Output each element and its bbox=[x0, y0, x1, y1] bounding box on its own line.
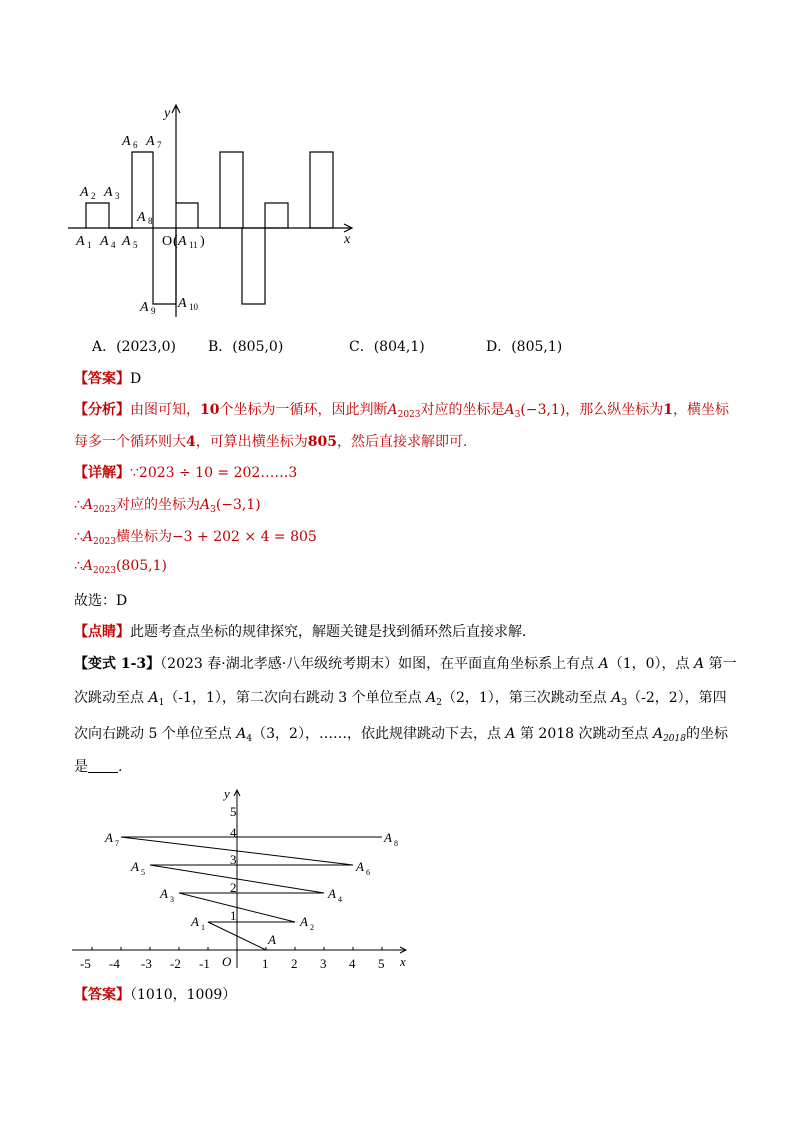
variant-tag: 【变式 1-3】 bbox=[74, 656, 161, 672]
label-a4-sub: 4 bbox=[338, 895, 342, 904]
analysis-var-2-sub: 3 bbox=[514, 410, 521, 420]
variant-text-11: 的坐标 bbox=[685, 726, 728, 742]
variant-var-a-2: A bbox=[694, 656, 705, 672]
variant-var-a1-sub: 1 bbox=[158, 698, 165, 708]
label-a9: A bbox=[140, 300, 149, 315]
label-a7: A bbox=[105, 830, 113, 845]
analysis-text-1: 由图可知， bbox=[130, 402, 200, 418]
variant-var-a2: A bbox=[426, 690, 437, 706]
answer-value: D bbox=[130, 371, 142, 387]
variant-var-a1: A bbox=[148, 690, 159, 706]
variant-line-4 bbox=[74, 756, 122, 776]
label-a5: A bbox=[131, 859, 139, 874]
xtick-neg3: -3 bbox=[141, 956, 152, 971]
detail-tag: 【详解】 bbox=[74, 465, 130, 481]
analysis-text-5: ，横坐标 bbox=[673, 402, 730, 418]
label-a8: A bbox=[137, 210, 146, 225]
detail-var-1: A bbox=[82, 497, 94, 513]
comment-tag: 【点睛】 bbox=[74, 624, 130, 640]
detail-line-4 bbox=[74, 558, 167, 576]
label-a6-sub: 6 bbox=[133, 140, 138, 150]
variant-var-a4: A bbox=[236, 726, 247, 742]
label-a: A bbox=[268, 932, 276, 947]
label-a10: A bbox=[178, 296, 187, 311]
variant-text-6: （2，1），第三次跳动至点 bbox=[441, 690, 612, 706]
xtick-neg5: -5 bbox=[80, 956, 91, 971]
analysis-num-4: 4 bbox=[186, 434, 196, 450]
label-a5-sub: 5 bbox=[133, 240, 138, 250]
x-axis-label: x bbox=[400, 954, 406, 969]
label-a2-sub: 2 bbox=[91, 191, 96, 201]
detail-var-2: A bbox=[199, 497, 211, 513]
xtick-4: 4 bbox=[349, 956, 356, 971]
xtick-5: 5 bbox=[378, 956, 385, 971]
analysis-line-2 bbox=[74, 431, 477, 451]
xtick-3: 3 bbox=[320, 956, 327, 971]
variant-text-12: 是 bbox=[74, 759, 88, 775]
variant-text-4: 次跳动至点 bbox=[74, 690, 149, 706]
analysis-var-1: A bbox=[387, 402, 398, 418]
analysis-text-2: 个坐标为一循环，因此判断 bbox=[219, 402, 388, 418]
variant-line-1 bbox=[74, 653, 737, 673]
label-a1: A bbox=[76, 234, 85, 249]
choice-d: D．(805,1) bbox=[486, 339, 563, 355]
detail-therefore-3: ∴ bbox=[74, 558, 83, 574]
choice-a: A．(2023,0) bbox=[92, 339, 177, 355]
xtick-neg2: -2 bbox=[170, 956, 181, 971]
detail-text-2: 横坐标为 bbox=[115, 529, 172, 545]
label-a8: A bbox=[384, 830, 392, 845]
detail-var-2-sub: 3 bbox=[210, 505, 216, 515]
label-a11-open: ( bbox=[173, 234, 178, 249]
ytick-2: 2 bbox=[230, 880, 237, 895]
label-a1: A bbox=[191, 914, 199, 929]
variant-text-1: （2023 春·湖北孝感·八年级统考期末）如图，在平面直角坐标系上有点 bbox=[160, 656, 599, 672]
label-a4: A bbox=[100, 234, 109, 249]
label-a9-sub: 9 bbox=[151, 306, 156, 316]
label-a3: A bbox=[104, 185, 113, 200]
analysis-tag: 【分析】 bbox=[74, 402, 130, 418]
variant-line-3 bbox=[74, 723, 728, 744]
label-a11-sub: 11 bbox=[189, 240, 198, 250]
variant-var-a2018-sub: 2018 bbox=[663, 734, 686, 744]
ytick-3: 3 bbox=[230, 852, 237, 867]
figure-step-graph bbox=[60, 95, 380, 325]
variant-text-5: （-1，1），第二次向右跳动 3 个单位至点 bbox=[164, 690, 427, 706]
detail-therefore-2: ∴ bbox=[74, 529, 83, 545]
label-a3: A bbox=[160, 886, 168, 901]
detail-therefore-1: ∴ bbox=[74, 497, 83, 513]
xtick-neg1: -1 bbox=[199, 956, 210, 971]
origin-label: O bbox=[222, 954, 232, 969]
variant-period: . bbox=[118, 759, 123, 775]
label-a5: A bbox=[122, 234, 131, 249]
detail-text-1: 对应的坐标为 bbox=[115, 497, 200, 513]
detail-var-1-sub: 2023 bbox=[93, 505, 116, 515]
xtick-2: 2 bbox=[291, 956, 298, 971]
detail-var-3: A bbox=[82, 529, 94, 545]
rect-2 bbox=[220, 152, 243, 228]
label-a11-close: ) bbox=[200, 234, 205, 249]
answer-2 bbox=[74, 984, 236, 1004]
analysis-text-3: 对应的坐标是 bbox=[420, 402, 505, 418]
detail-line-2 bbox=[74, 494, 261, 515]
label-a6: A bbox=[122, 134, 131, 149]
variant-var-a3: A bbox=[611, 690, 622, 706]
label-a2: A bbox=[300, 914, 308, 929]
variant-var-a-3: A bbox=[505, 726, 516, 742]
variant-var-a2018: A bbox=[652, 726, 664, 742]
label-a2-sub: 2 bbox=[310, 923, 314, 932]
ytick-1: 1 bbox=[230, 908, 237, 923]
label-a6-sub: 6 bbox=[366, 868, 370, 877]
answer-blank bbox=[88, 760, 118, 773]
variant-var-a-1: A bbox=[598, 656, 609, 672]
ytick-5: 5 bbox=[230, 804, 237, 819]
variant-line-2 bbox=[74, 687, 727, 708]
detail-equation-1: ∵2023 ÷ 10 = 202……3 bbox=[130, 465, 298, 481]
xtick-1: 1 bbox=[262, 956, 269, 971]
analysis-num-1: 1 bbox=[663, 402, 674, 418]
label-a6: A bbox=[356, 859, 364, 874]
label-a3-sub: 3 bbox=[170, 895, 174, 904]
label-a7-sub: 7 bbox=[157, 140, 162, 150]
detail-equation-2: −3 + 202 × 4 = 805 bbox=[171, 529, 317, 545]
analysis-coord: (−3,1) bbox=[520, 402, 566, 418]
label-a11: A bbox=[178, 234, 187, 249]
y-axis-label: y bbox=[224, 786, 230, 801]
label-a5-sub: 5 bbox=[141, 868, 145, 877]
x-axis-label: x bbox=[344, 232, 351, 247]
analysis-num-805: 805 bbox=[307, 434, 337, 450]
rect-5 bbox=[310, 152, 333, 228]
variant-text-2: （1，0），点 bbox=[608, 656, 694, 672]
analysis-num-10: 10 bbox=[200, 402, 220, 418]
label-a2: A bbox=[80, 185, 89, 200]
detail-var-4: A bbox=[82, 558, 94, 574]
label-a7-sub: 7 bbox=[115, 839, 119, 848]
answer-1 bbox=[74, 368, 141, 388]
variant-text-8: 次向右跳动 5 个单位至点 bbox=[74, 726, 237, 742]
variant-text-3: 第一 bbox=[704, 656, 737, 672]
variant-var-a4-sub: 4 bbox=[246, 734, 253, 744]
xtick-neg4: -4 bbox=[109, 956, 120, 971]
variant-text-7: （-2，2），第四 bbox=[627, 690, 727, 706]
label-a4: A bbox=[328, 886, 336, 901]
analysis-text-6: 每多一个循环则大 bbox=[74, 434, 186, 450]
origin-label: O bbox=[162, 234, 173, 249]
analysis-text-8: ，然后直接求解即可． bbox=[336, 434, 477, 450]
variant-text-10: 第 2018 次跳动至点 bbox=[515, 726, 653, 742]
answer-2-value: （1010，1009） bbox=[130, 987, 237, 1003]
answer-tag: 【答案】 bbox=[74, 371, 130, 387]
analysis-var-1-sub: 2023 bbox=[397, 410, 421, 420]
detail-line-1 bbox=[74, 462, 297, 482]
detail-coord-2: (805,1) bbox=[115, 558, 167, 574]
rect-1 bbox=[176, 203, 198, 228]
rect-4 bbox=[265, 203, 288, 228]
analysis-text-4: ，那么纵坐标为 bbox=[565, 402, 664, 418]
answer-2-tag: 【答案】 bbox=[74, 987, 130, 1003]
variant-var-a3-sub: 3 bbox=[621, 698, 628, 708]
rect-3 bbox=[242, 228, 265, 304]
label-a3-sub: 3 bbox=[115, 191, 120, 201]
variant-var-a2-sub: 2 bbox=[436, 698, 442, 708]
label-a8-sub: 8 bbox=[148, 216, 153, 226]
analysis-text-7: ，可算出横坐标为 bbox=[195, 434, 308, 450]
label-a4-sub: 4 bbox=[111, 240, 116, 250]
detail-var-4-sub: 2023 bbox=[93, 566, 116, 576]
detail-line-3 bbox=[74, 526, 317, 547]
variant-text-9: （3，2），……，依此规律跳动下去，点 bbox=[252, 726, 506, 742]
comment-line bbox=[74, 621, 536, 641]
figure-zigzag bbox=[64, 782, 424, 982]
y-axis-label: y bbox=[164, 106, 171, 121]
detail-line-5: 故选：D bbox=[74, 593, 128, 609]
detail-coord-1: (−3,1) bbox=[215, 497, 261, 513]
detail-var-3-sub: 2023 bbox=[93, 537, 116, 547]
label-a8-sub: 8 bbox=[394, 839, 398, 848]
label-a1-sub: 1 bbox=[201, 923, 205, 932]
choice-c: C．(804,1) bbox=[349, 339, 425, 355]
ytick-4: 4 bbox=[230, 825, 237, 840]
analysis-var-2: A bbox=[504, 402, 515, 418]
label-a1-sub: 1 bbox=[87, 240, 92, 250]
choice-b: B．(805,0) bbox=[208, 339, 284, 355]
analysis-line-1 bbox=[74, 399, 729, 420]
label-a10-sub: 10 bbox=[189, 302, 198, 312]
label-a7: A bbox=[146, 134, 155, 149]
comment-text: 此题考查点坐标的规律探究，解题关键是找到循环然后直接求解． bbox=[130, 624, 536, 640]
